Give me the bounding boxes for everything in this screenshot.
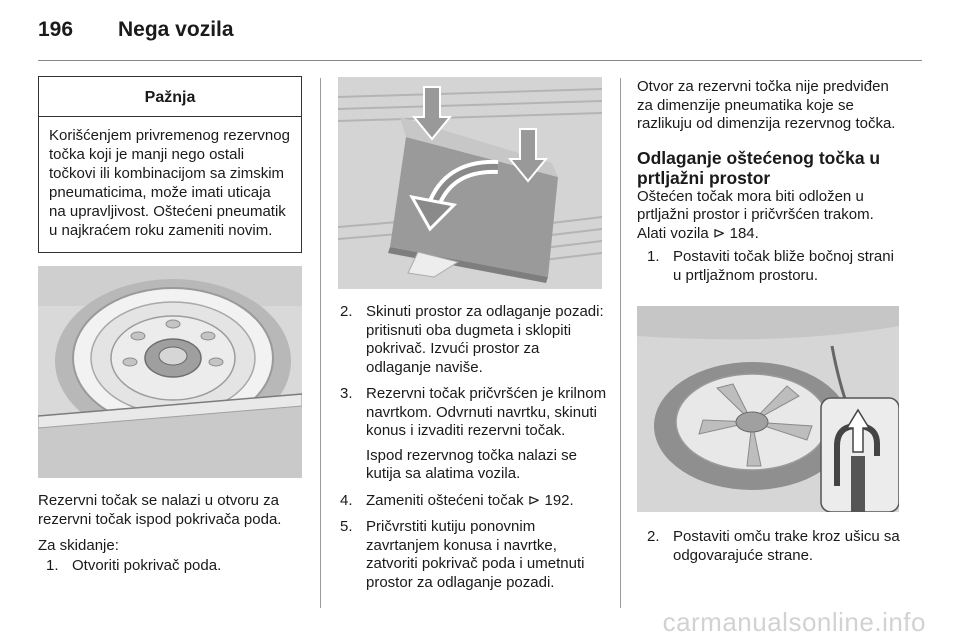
- step-text: Pričvrstiti kutiju ponovnim zavrtanjem konusa i navrtke, zatvoriti pokrivač poda i umetnuti prostor za odlaganje pozadi.: [366, 518, 585, 591]
- column-divider-1: [320, 78, 321, 608]
- notice-body: Korišćenjem privremenog rezervnog točka koji je manji nego ostali točkovi ili kombinacijom sa zimskim pneumaticima, može imati uticaja na upravljivost. Oštećeni pneumatik u najkraćem roku zameniti novim.: [49, 127, 290, 239]
- step-text: Postaviti točak bliže bočnoj strani u prtljažnom prostoru.: [673, 248, 894, 284]
- caution-notice: [38, 76, 302, 253]
- step-number: 1.: [647, 248, 660, 265]
- page-number: 196: [38, 18, 74, 41]
- lead-paragraph: Za skidanje:: [38, 537, 119, 554]
- list-item: [340, 492, 608, 511]
- step-note: Ispod rezervnog točka nalazi se kutija sa alatima vozila.: [366, 446, 577, 482]
- column-3-text: [637, 78, 905, 293]
- column-1-text: [38, 492, 308, 583]
- list-item: [647, 528, 905, 565]
- page-header: [38, 18, 234, 42]
- storage-cover-figure: [338, 77, 602, 289]
- step-text: Skinuti prostor za odlaganje pozadi: pritisnuti oba dugmeta i sklopiti pokrivač. Izvući prostor za odlaganje naviše.: [366, 303, 604, 376]
- step-number: 2.: [340, 303, 353, 320]
- step-number: 3.: [340, 385, 353, 402]
- steps-list: [647, 248, 905, 285]
- list-item: [46, 557, 308, 576]
- section-title: Odlaganje oštećenog točka u prtljažni prostor: [637, 147, 881, 188]
- page-title: Nega vozila: [118, 18, 234, 41]
- list-item: [340, 303, 608, 377]
- header-rule: [38, 60, 922, 61]
- list-item: [340, 385, 608, 484]
- steps-list: [647, 528, 905, 565]
- step-text: Postaviti omču trake kroz ušicu sa odgovarajuće strane.: [673, 528, 900, 564]
- intro-paragraph: Otvor za rezervni točka nije predviđen za dimenzije pneumatika koje se razlikuju od dimenzija rezervnog točka.: [637, 78, 896, 132]
- steps-list: [340, 303, 608, 592]
- step-number: 2.: [647, 528, 660, 545]
- column-3-bottom-text: [637, 528, 905, 573]
- step-text: Rezervni točak pričvršćen je krilnom navrtkom. Odvrnuti navrtku, skinuti konus i izvaditi rezervni točak.: [366, 385, 607, 439]
- steps-list: [46, 557, 308, 576]
- column-2-text: [340, 303, 608, 600]
- list-item: [647, 248, 905, 285]
- intro-paragraph: Rezervni točak se nalazi u otvoru za rezervni točak ispod pokrivača poda.: [38, 492, 282, 528]
- step-text: Otvoriti pokrivač poda.: [72, 556, 222, 574]
- watermark: carmanualsonline.info: [662, 607, 926, 637]
- step-number: 1.: [46, 556, 59, 574]
- notice-title: Pažnja: [39, 77, 301, 117]
- step-number: 5.: [340, 518, 353, 535]
- step-text: Zameniti oštećeni točak ⊳ 192.: [366, 491, 574, 509]
- section-body: Oštećen točak mora biti odložen u prtljažni prostor i pričvršćen trakom. Alati vozila ⊳ 184.: [637, 187, 874, 242]
- list-item: [340, 518, 608, 592]
- step-number: 4.: [340, 491, 353, 509]
- spare-wheel-figure: [38, 266, 302, 478]
- column-divider-2: [620, 78, 621, 608]
- damaged-wheel-strap-figure: [637, 306, 899, 512]
